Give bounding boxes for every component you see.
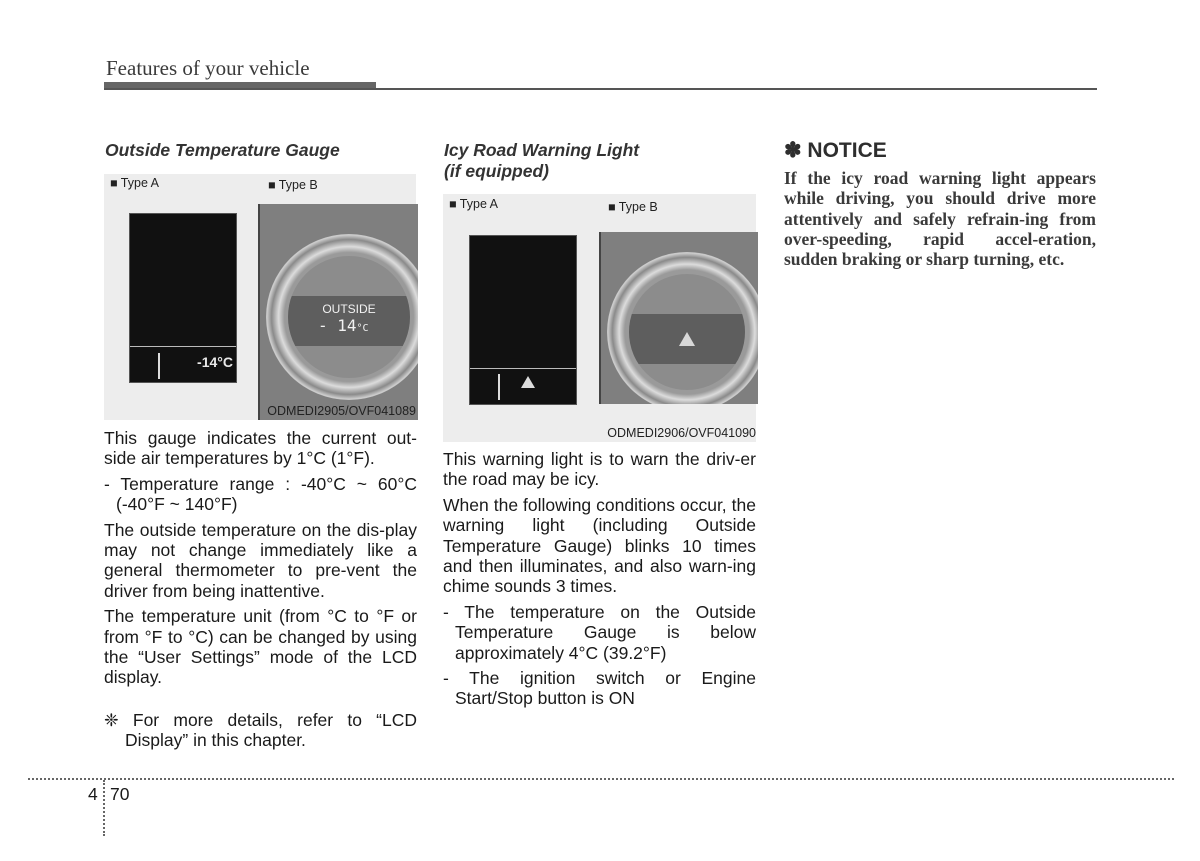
section-title-icy-road	[444, 140, 639, 182]
gauge-panel-type-b	[599, 232, 758, 404]
gauge-outside-label: OUTSIDE	[322, 302, 376, 316]
notice-title: ✽ NOTICE	[784, 139, 887, 162]
icy-road-icon	[521, 376, 535, 388]
list-item: - Temperature range : -40°C ~ 60°C (-40°F ~ 140°F)	[104, 473, 417, 515]
page-header-title: Features of your vehicle	[106, 56, 310, 80]
lcd-display-type-a	[129, 213, 237, 383]
paragraph: When the following conditions occur, the warning light (including Outside Temperature Gauge) blinks 10 times and then illuminates, and also warn-ing chime sounds 3 times.	[443, 494, 756, 597]
figure-outside-temp-gauge	[104, 174, 416, 420]
icy-road-icon	[679, 332, 695, 346]
reference-note: ❈ For more details, refer to “LCD Display” in this chapter.	[104, 709, 417, 751]
footer-vertical-divider	[103, 780, 105, 836]
gauge-ring	[266, 234, 418, 400]
list-item: - The temperature on the Outside Temperature Gauge is below approximately 4°C (39.2°F)	[443, 601, 756, 663]
figure-code: ODMEDI2905/OVF041089	[267, 404, 416, 418]
type-a-label: ■ Type A	[449, 197, 499, 211]
footer-divider	[28, 778, 1174, 780]
gauge-temp-value: - 14	[318, 316, 357, 335]
paragraph: This gauge indicates the current out-side air temperatures by 1°C (1°F).	[104, 428, 417, 469]
lcd-divider	[470, 368, 576, 369]
type-b-label: ■ Type B	[268, 178, 318, 192]
gauge-temp-readout	[318, 316, 369, 335]
gauge-panel-type-b	[258, 204, 418, 420]
section-title-line2: (if equipped)	[444, 161, 549, 181]
lcd-segment	[498, 374, 500, 400]
figure-icy-road-warning	[443, 194, 756, 442]
lcd-divider	[130, 346, 236, 347]
left-body-text	[104, 428, 417, 756]
lcd-temp-readout: -14°C	[197, 354, 233, 370]
figure-code: ODMEDI2906/OVF041090	[607, 426, 756, 440]
chapter-number: 4	[88, 784, 98, 804]
paragraph: This warning light is to warn the driv-er the road may be icy.	[443, 449, 756, 490]
gauge-temp-unit: °C	[356, 323, 369, 334]
gauge-face	[288, 256, 410, 378]
paragraph: The outside temperature on the dis-play may not change immediately like a general thermometer to pre-vent the driver from being inattentive.	[104, 519, 417, 601]
page-number: 70	[110, 784, 130, 804]
list-item: - The ignition switch or Engine Start/Stop button is ON	[443, 668, 756, 709]
lcd-segment	[158, 353, 160, 379]
type-b-label: ■ Type B	[608, 200, 658, 214]
section-title-outside-temp: Outside Temperature Gauge	[105, 140, 340, 160]
notice-text: If the icy road warning light appears while driving, you should drive more attentively and safely refrain-ing from over-speeding, rapid accel-eration, sudden braking or sharp turning, etc.	[784, 168, 1096, 270]
paragraph: The temperature unit (from °C to °F or from °F to °C) can be changed by using the “User Settings” mode of the LCD display.	[104, 606, 417, 688]
gauge-face	[629, 274, 745, 390]
middle-body-text	[443, 449, 756, 714]
lcd-display-type-a	[469, 235, 577, 405]
type-a-label: ■ Type A	[110, 176, 160, 190]
section-title-line1: Icy Road Warning Light	[444, 140, 640, 160]
header-rule-thin	[104, 88, 1097, 90]
gauge-ring	[607, 252, 758, 404]
